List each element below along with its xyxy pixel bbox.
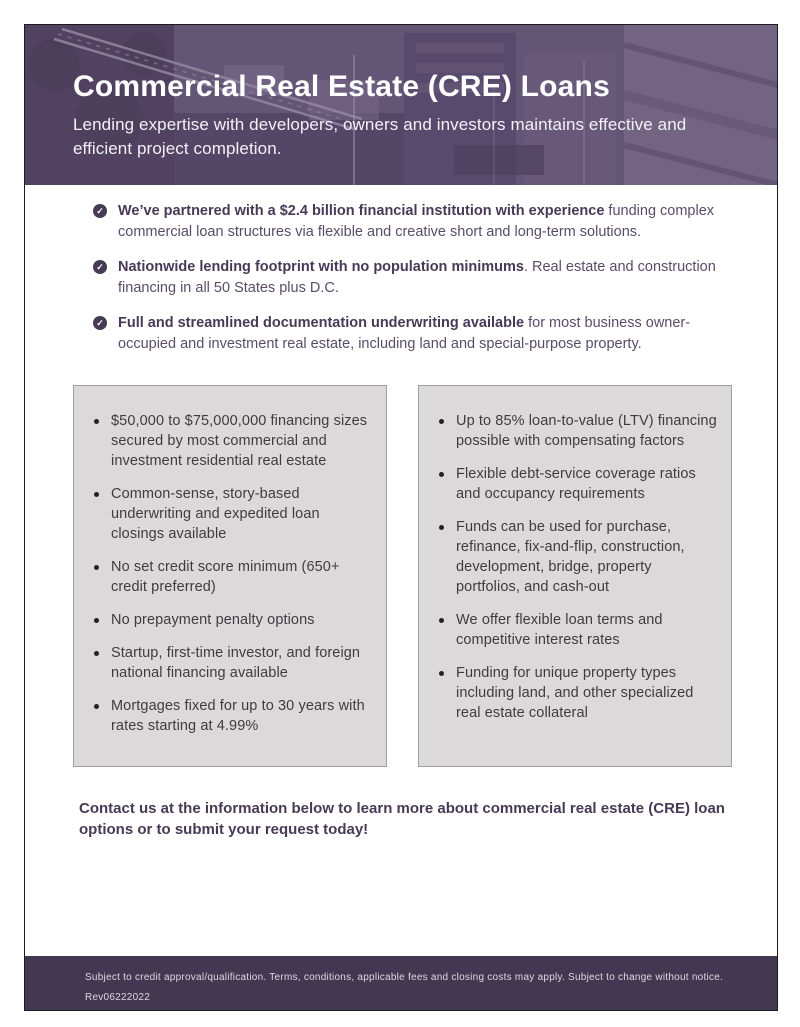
check-circle-icon: ✓ [93,260,107,274]
right-feature-list [431,411,719,723]
footer-disclaimer: Subject to credit approval/qualification. Terms, conditions, applicable fees and closing costs may apply. Subject to change without notice. [85,972,724,983]
highlight-text [118,313,727,355]
list-item [86,411,374,471]
bullet-dot-icon [439,618,444,623]
list-item [431,610,719,650]
highlight-text [118,201,727,243]
bullet-dot-icon [94,492,99,497]
list-item-text: No set credit score minimum (650+ credit preferred) [111,559,340,595]
bullet-dot-icon [94,704,99,709]
feature-boxes-row [73,385,777,767]
highlight-lead: Full and streamlined documentation underwriting available [118,315,525,331]
page-title: Commercial Real Estate (CRE) Loans [73,70,610,103]
list-item-text: Common-sense, story-based underwriting and expedited loan closings available [111,486,320,542]
hero-header [25,25,777,185]
list-item [86,484,374,544]
list-item-text: $50,000 to $75,000,000 financing sizes secured by most commercial and investment residential real estate [111,413,368,469]
bullet-dot-icon [439,472,444,477]
list-item [431,517,719,597]
blank-space [25,840,777,956]
bullet-dot-icon [439,525,444,530]
list-item [86,643,374,683]
highlight-lead: We’ve partnered with a $2.4 billion financial institution with experience [118,203,605,219]
list-item [86,610,374,630]
list-item-text: No prepayment penalty options [111,612,315,628]
highlight-rest: for most business owner-occupied and investment real estate, including land and special-purpose property. [118,315,691,352]
document-page [24,24,778,1011]
left-feature-box [73,385,387,767]
list-item-text: Startup, first-time investor, and foreign national financing available [111,645,361,681]
list-item-text: Funds can be used for purchase, refinance, fix-and-flip, construction, development, bridge, property portfolios, and cash-out [456,519,685,595]
bullet-dot-icon [439,671,444,676]
highlight-rest: . Real estate and construction financing in all 50 States plus D.C. [118,259,716,296]
list-item-text: Funding for unique property types including land, and other specialized real estate collateral [456,665,694,721]
contact-cta: Contact us at the information below to learn more about commercial real estate (CRE) loan options or to submit your request today! [79,800,725,838]
highlight-item [93,257,727,299]
list-item-text: Up to 85% loan-to-value (LTV) financing possible with compensating factors [456,413,717,449]
bullet-dot-icon [94,419,99,424]
list-item [86,557,374,597]
bullet-dot-icon [94,565,99,570]
highlight-lead: Nationwide lending footprint with no population minimums [118,259,524,275]
list-item-text: We offer flexible loan terms and competitive interest rates [456,612,663,648]
left-feature-list [86,411,374,736]
highlight-rest: funding complex commercial loan structures via flexible and creative short and long-term solutions. [118,203,715,240]
highlight-item [93,313,727,355]
check-circle-icon: ✓ [93,204,107,218]
list-item-text: Flexible debt-service coverage ratios and occupancy requirements [456,466,696,502]
bullet-dot-icon [94,618,99,623]
page-subtitle: Lending expertise with developers, owners and investors maintains effective and efficient project completion. [73,115,687,158]
bullet-dot-icon [439,419,444,424]
contact-section [79,798,777,840]
list-item [431,464,719,504]
list-item [431,411,719,451]
list-item [86,696,374,736]
list-item-text: Mortgages fixed for up to 30 years with rates starting at 4.99% [111,698,365,734]
footer-revision: Rev06222022 [85,992,151,1003]
check-circle-icon: ✓ [93,316,107,330]
highlight-text [118,257,727,299]
bullet-dot-icon [94,651,99,656]
hero-text-block [73,71,718,161]
right-feature-box [418,385,732,767]
highlights-section [25,185,777,369]
footer-band [25,956,777,1010]
list-item [431,663,719,723]
highlight-item [93,201,727,243]
